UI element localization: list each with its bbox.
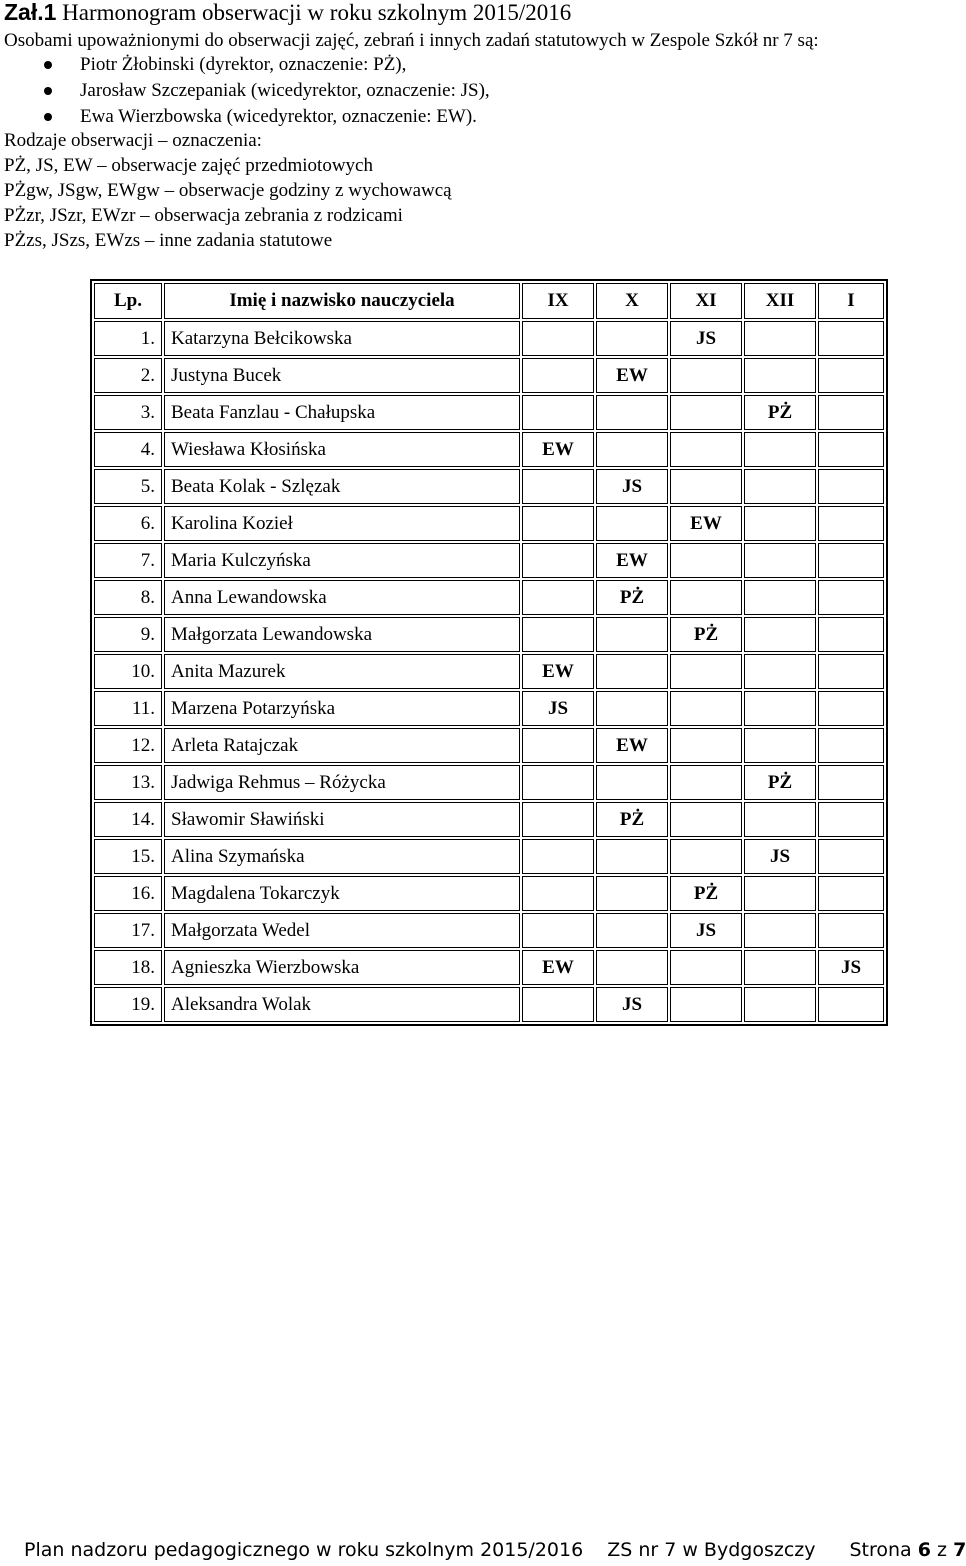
legend-item: PŻzs, JSzs, EWzs – inne zadania statutowe [4, 230, 333, 251]
cell-month-x: PŻ [596, 580, 668, 615]
cell-month-xii [744, 876, 816, 911]
bullet-icon [44, 113, 52, 121]
cell-lp: 12. [94, 728, 162, 763]
legend-item: PŻzr, JSzr, EWzr – obserwacja zebrania z rodzicami [4, 205, 403, 226]
column-header-x: X [596, 283, 668, 319]
table-row [94, 950, 884, 985]
cell-month-xi [670, 839, 742, 874]
table-row [94, 839, 884, 874]
cell-month-xi: JS [670, 913, 742, 948]
footer-page-number [849, 1539, 966, 1561]
cell-lp: 16. [94, 876, 162, 911]
cell-lp: 14. [94, 802, 162, 837]
footer-school: ZS nr 7 w Bydgoszczy [607, 1539, 816, 1561]
table-row [94, 543, 884, 578]
cell-month-i [818, 728, 884, 763]
cell-month-ix [522, 506, 594, 541]
table-row [94, 395, 884, 430]
cell-month-xi [670, 728, 742, 763]
cell-month-xi [670, 950, 742, 985]
page-current: 6 [917, 1539, 931, 1561]
column-header-name: Imię i nazwisko nauczyciela [164, 283, 520, 319]
cell-month-ix [522, 765, 594, 800]
table-row [94, 876, 884, 911]
cell-month-xi [670, 395, 742, 430]
cell-month-i [818, 543, 884, 578]
cell-month-x: JS [596, 469, 668, 504]
cell-lp: 13. [94, 765, 162, 800]
cell-month-x: JS [596, 987, 668, 1022]
cell-month-xi: JS [670, 321, 742, 356]
table-row [94, 654, 884, 689]
cell-month-ix [522, 728, 594, 763]
cell-month-x [596, 765, 668, 800]
cell-teacher-name: Jadwiga Rehmus – Różycka [164, 765, 520, 800]
cell-month-xii [744, 950, 816, 985]
legend-item: PŻ, JS, EW – obserwacje zajęć przedmiotowych [4, 155, 373, 176]
table-header-row [94, 283, 884, 319]
cell-month-x [596, 395, 668, 430]
cell-month-xii [744, 728, 816, 763]
cell-month-x: EW [596, 543, 668, 578]
cell-teacher-name: Katarzyna Bełcikowska [164, 321, 520, 356]
cell-month-x [596, 691, 668, 726]
table-row [94, 617, 884, 652]
cell-month-xii [744, 691, 816, 726]
cell-month-i [818, 469, 884, 504]
cell-lp: 11. [94, 691, 162, 726]
cell-month-x: EW [596, 728, 668, 763]
table-row [94, 765, 884, 800]
cell-month-ix [522, 321, 594, 356]
cell-teacher-name: Alina Szymańska [164, 839, 520, 874]
cell-lp: 19. [94, 987, 162, 1022]
cell-month-i [818, 358, 884, 393]
cell-month-ix [522, 395, 594, 430]
table-row [94, 691, 884, 726]
cell-month-ix [522, 617, 594, 652]
cell-teacher-name: Justyna Bucek [164, 358, 520, 393]
table-row [94, 580, 884, 615]
cell-teacher-name: Małgorzata Wedel [164, 913, 520, 948]
table-row [94, 802, 884, 837]
cell-teacher-name: Anna Lewandowska [164, 580, 520, 615]
cell-month-xii [744, 617, 816, 652]
cell-month-i [818, 691, 884, 726]
cell-month-i [818, 432, 884, 467]
legend-heading: Rodzaje obserwacji – oznaczenia: [4, 130, 262, 151]
cell-month-i [818, 506, 884, 541]
cell-month-ix: EW [522, 950, 594, 985]
cell-month-xii [744, 432, 816, 467]
page-total: 7 [953, 1539, 966, 1561]
cell-month-i [818, 987, 884, 1022]
cell-lp: 6. [94, 506, 162, 541]
person-text: Jarosław Szczepaniak (wicedyrektor, oznaczenie: JS), [80, 80, 490, 101]
cell-month-xii [744, 358, 816, 393]
cell-teacher-name: Małgorzata Lewandowska [164, 617, 520, 652]
table-row [94, 469, 884, 504]
column-header-i: I [818, 283, 884, 319]
cell-lp: 5. [94, 469, 162, 504]
cell-month-ix [522, 543, 594, 578]
cell-month-i [818, 580, 884, 615]
page-of: z [937, 1539, 948, 1561]
table-row [94, 321, 884, 356]
cell-lp: 15. [94, 839, 162, 874]
cell-lp: 18. [94, 950, 162, 985]
cell-month-x [596, 913, 668, 948]
cell-month-x [596, 432, 668, 467]
column-header-xi: XI [670, 283, 742, 319]
cell-teacher-name: Anita Mazurek [164, 654, 520, 689]
cell-month-ix [522, 580, 594, 615]
cell-month-i: JS [818, 950, 884, 985]
attachment-label: Zał.1 [4, 0, 57, 25]
cell-month-x [596, 506, 668, 541]
cell-month-xi: PŻ [670, 617, 742, 652]
cell-month-xii: PŻ [744, 765, 816, 800]
cell-month-xii [744, 580, 816, 615]
cell-lp: 1. [94, 321, 162, 356]
cell-month-x [596, 654, 668, 689]
cell-month-x [596, 617, 668, 652]
cell-teacher-name: Marzena Potarzyńska [164, 691, 520, 726]
cell-teacher-name: Sławomir Sławiński [164, 802, 520, 837]
cell-month-xii: JS [744, 839, 816, 874]
cell-teacher-name: Arleta Ratajczak [164, 728, 520, 763]
cell-month-xii [744, 913, 816, 948]
legend-item: PŻgw, JSgw, EWgw – obserwacje godziny z wychowawcą [4, 180, 452, 201]
cell-month-i [818, 617, 884, 652]
table-row [94, 728, 884, 763]
cell-month-xi [670, 802, 742, 837]
cell-lp: 8. [94, 580, 162, 615]
cell-lp: 3. [94, 395, 162, 430]
cell-month-ix: JS [522, 691, 594, 726]
cell-month-x [596, 950, 668, 985]
cell-teacher-name: Beata Kolak - Szlęzak [164, 469, 520, 504]
observation-types-legend [4, 128, 452, 253]
cell-month-xi: EW [670, 506, 742, 541]
cell-month-xii [744, 802, 816, 837]
bullet-icon [44, 87, 52, 95]
cell-teacher-name: Wiesława Kłosińska [164, 432, 520, 467]
cell-month-xi [670, 580, 742, 615]
cell-teacher-name: Maria Kulczyńska [164, 543, 520, 578]
cell-lp: 2. [94, 358, 162, 393]
cell-month-x [596, 876, 668, 911]
cell-month-i [818, 654, 884, 689]
table-row [94, 913, 884, 948]
cell-month-ix [522, 802, 594, 837]
cell-month-xi: PŻ [670, 876, 742, 911]
cell-month-x: EW [596, 358, 668, 393]
column-header-lp: Lp. [94, 283, 162, 319]
cell-month-xi [670, 691, 742, 726]
footer-plan-title: Plan nadzoru pedagogicznego w roku szkolnym 2015/2016 [24, 1539, 584, 1561]
cell-month-xi [670, 765, 742, 800]
cell-lp: 17. [94, 913, 162, 948]
cell-month-ix [522, 839, 594, 874]
cell-month-xii [744, 987, 816, 1022]
cell-lp: 10. [94, 654, 162, 689]
cell-month-xi [670, 654, 742, 689]
cell-month-i [818, 913, 884, 948]
cell-month-i [818, 876, 884, 911]
cell-month-xi [670, 469, 742, 504]
cell-month-x: PŻ [596, 802, 668, 837]
page-title [4, 0, 571, 27]
page-label: Strona [849, 1539, 912, 1561]
cell-month-i [818, 395, 884, 430]
cell-month-xii: PŻ [744, 395, 816, 430]
intro-text: Osobami upoważnionymi do obserwacji zajęć, zebrań i innych zadań statutowych w Zespole Szkół nr 7 są: [4, 30, 819, 51]
cell-month-i [818, 802, 884, 837]
table-row [94, 506, 884, 541]
cell-month-i [818, 321, 884, 356]
cell-lp: 7. [94, 543, 162, 578]
cell-month-i [818, 839, 884, 874]
cell-month-xii [744, 469, 816, 504]
page-footer [24, 1539, 966, 1561]
bullet-icon [44, 61, 52, 69]
cell-month-xi [670, 432, 742, 467]
cell-teacher-name: Agnieszka Wierzbowska [164, 950, 520, 985]
cell-month-xii [744, 543, 816, 578]
cell-month-ix: EW [522, 654, 594, 689]
cell-month-xi [670, 543, 742, 578]
cell-month-xii [744, 654, 816, 689]
table-row [94, 358, 884, 393]
person-list-item [4, 78, 490, 104]
cell-month-x [596, 839, 668, 874]
authorized-persons-list [4, 52, 490, 130]
person-list-item [4, 104, 490, 130]
cell-month-x [596, 321, 668, 356]
person-text: Piotr Żłobinski (dyrektor, oznaczenie: PŻ), [80, 54, 407, 75]
cell-month-ix: EW [522, 432, 594, 467]
cell-month-ix [522, 358, 594, 393]
person-text: Ewa Wierzbowska (wicedyrektor, oznaczenie: EW). [80, 106, 477, 127]
cell-month-xii [744, 321, 816, 356]
cell-month-ix [522, 469, 594, 504]
cell-teacher-name: Magdalena Tokarczyk [164, 876, 520, 911]
column-header-ix: IX [522, 283, 594, 319]
cell-month-ix [522, 987, 594, 1022]
cell-teacher-name: Karolina Kozieł [164, 506, 520, 541]
table-row [94, 987, 884, 1022]
cell-teacher-name: Beata Fanzlau - Chałupska [164, 395, 520, 430]
cell-lp: 4. [94, 432, 162, 467]
observation-schedule-table [90, 279, 888, 1026]
cell-month-xii [744, 506, 816, 541]
cell-month-i [818, 765, 884, 800]
cell-month-xi [670, 987, 742, 1022]
cell-month-ix [522, 876, 594, 911]
table-row [94, 432, 884, 467]
cell-month-xi [670, 358, 742, 393]
title-text: Harmonogram obserwacji w roku szkolnym 2015/2016 [56, 0, 572, 25]
column-header-xii: XII [744, 283, 816, 319]
cell-month-ix [522, 913, 594, 948]
cell-lp: 9. [94, 617, 162, 652]
person-list-item [4, 52, 490, 78]
cell-teacher-name: Aleksandra Wolak [164, 987, 520, 1022]
